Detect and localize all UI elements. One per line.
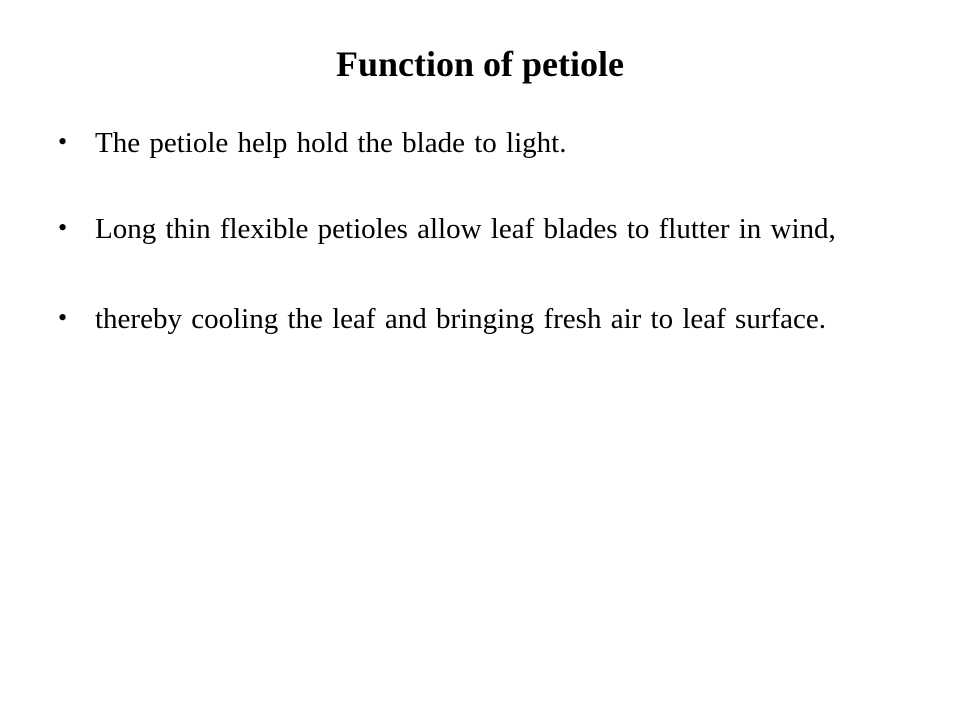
bullet-item — [58, 210, 888, 248]
bullet-text: The petiole help hold the blade to light. — [95, 127, 567, 159]
bullet-text: thereby cooling the leaf and bringing fresh air to leaf surface. — [95, 303, 827, 335]
slide-title: Function of petiole — [336, 44, 624, 84]
bullet-item — [58, 124, 888, 162]
bullet-icon: • — [58, 303, 68, 332]
bullet-item — [58, 300, 888, 338]
bullet-list — [58, 124, 888, 386]
bullet-icon: • — [58, 213, 68, 242]
bullet-text: Long thin flexible petioles allow leaf blades to flutter in wind, — [95, 213, 836, 245]
bullet-icon: • — [58, 127, 68, 156]
